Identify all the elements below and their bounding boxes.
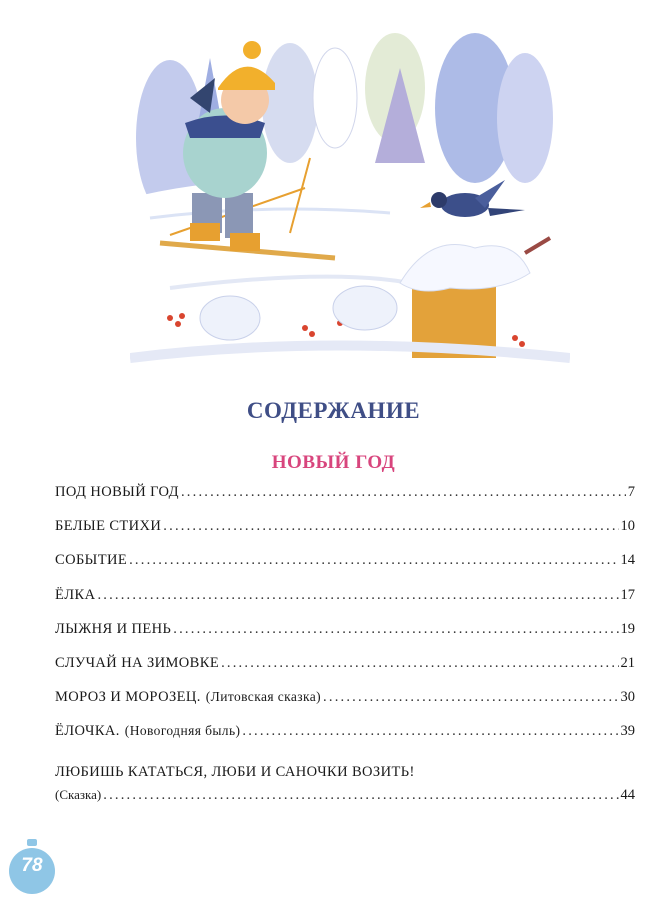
toc-entry-title: ЁЛКА	[55, 586, 96, 603]
toc-entry[interactable]	[55, 484, 635, 518]
toc-entry-page: 30	[620, 689, 635, 706]
leader-dots	[242, 723, 618, 740]
leader-dots	[97, 587, 618, 604]
toc-entry-title: ЁЛОЧКА.	[55, 723, 120, 740]
leader-dots	[163, 518, 618, 535]
toc-entry-note: (Сказка)	[55, 786, 102, 802]
toc-entry-page: 7	[627, 484, 635, 500]
toc-entry-title: ЛЫЖНЯ И ПЕНЬ	[55, 620, 172, 637]
toc-entry-note: (Новогодняя быль)	[124, 723, 241, 739]
leader-dots	[181, 484, 626, 501]
toc-entry[interactable]	[55, 689, 635, 723]
section-heading: НОВЫЙ ГОД	[271, 452, 396, 473]
page-number: 78	[21, 855, 43, 876]
toc-entry-title: ПОД НОВЫЙ ГОД	[55, 484, 179, 500]
toc-entry-page: 19	[620, 620, 635, 637]
toc-entry-page: 17	[620, 586, 635, 603]
toc-entry[interactable]	[55, 518, 635, 552]
toc-entry[interactable]	[55, 587, 635, 621]
toc-entry-title: МОРОЗ И МОРОЗЕЦ.	[55, 689, 201, 706]
leader-dots	[173, 621, 618, 638]
toc-entry[interactable]	[55, 758, 635, 804]
toc-entry-title: БЕЛЫЕ СТИХИ	[55, 518, 162, 535]
toc-entry[interactable]	[55, 552, 635, 586]
leader-dots	[103, 787, 618, 804]
winter-illustration	[130, 28, 570, 388]
toc-entry[interactable]	[55, 655, 635, 689]
toc-entry-page: 21	[620, 654, 635, 671]
leader-dots	[129, 552, 618, 569]
leader-dots	[221, 655, 618, 672]
toc-entry-page: 39	[620, 723, 635, 740]
toc-entry-note: (Литовская сказка)	[205, 689, 322, 705]
toc-entry[interactable]	[55, 621, 635, 655]
toc-entry-page: 10	[620, 518, 635, 535]
toc-entry-title: ЛЮБИШЬ КАТАТЬСЯ, ЛЮБИ И САНОЧКИ ВОЗИТЬ!	[55, 763, 415, 780]
toc-entry-page: 44	[620, 786, 635, 803]
contents-title: СОДЕРЖАНИЕ	[246, 398, 421, 423]
toc-entry[interactable]	[55, 723, 635, 757]
toc-entry-page: 14	[620, 552, 635, 569]
toc-entry-title: СОБЫТИЕ	[55, 552, 128, 569]
toc-entry-title: СЛУЧАЙ НА ЗИМОВКЕ	[55, 654, 220, 671]
table-of-contents	[55, 484, 635, 804]
leader-dots	[323, 689, 618, 706]
